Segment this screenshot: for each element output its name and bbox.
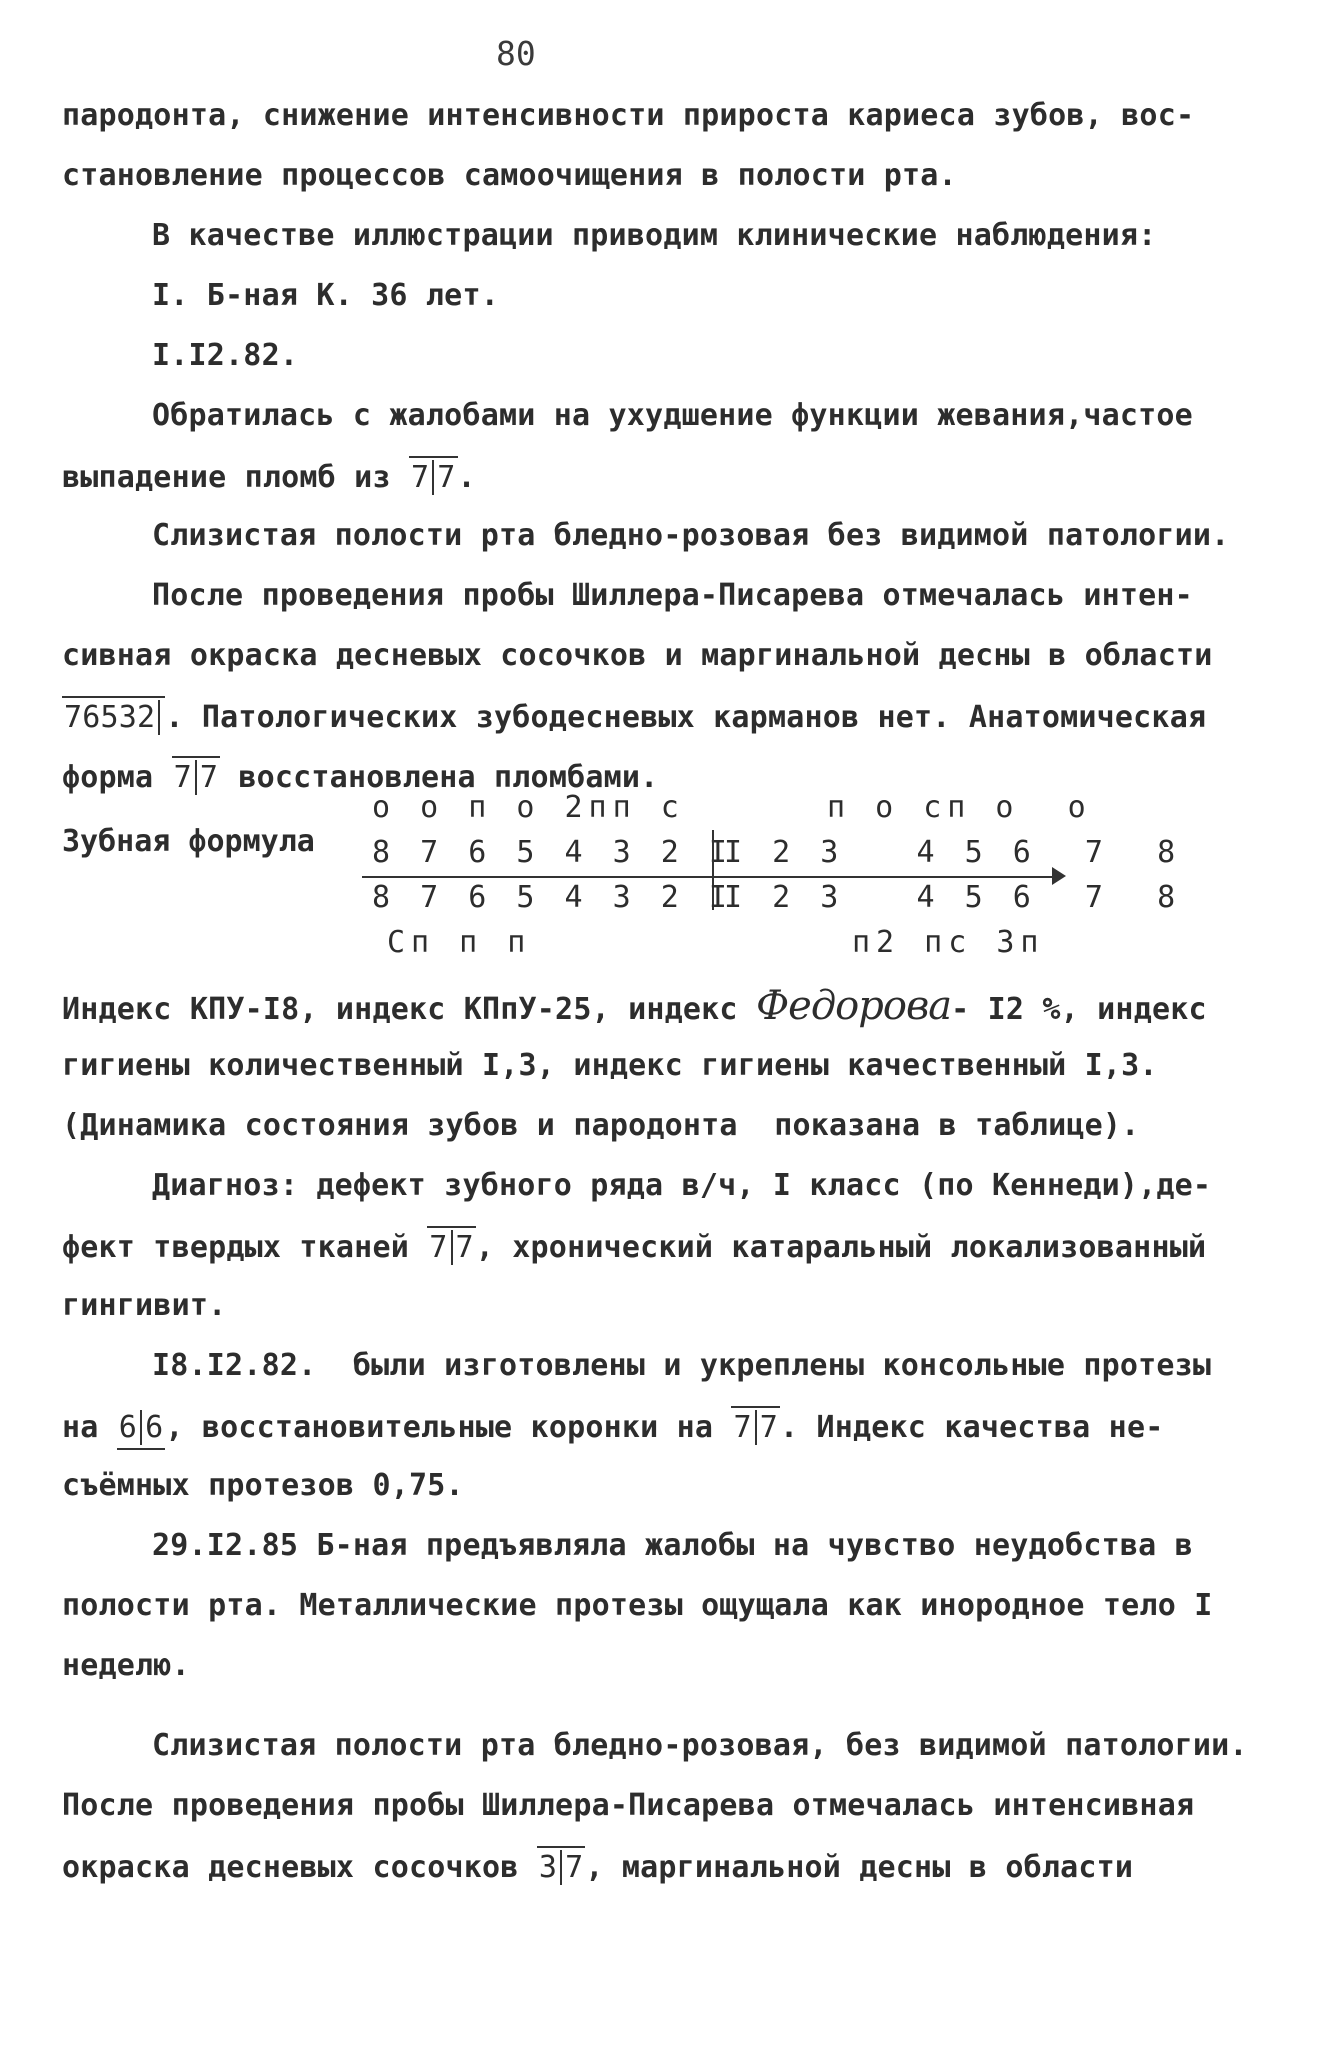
dental-formula xyxy=(62,790,1182,970)
text-line: полости рта. Металлические протезы ощущала как инородное тело I xyxy=(62,1588,1213,1623)
formula-lower-left: 8 7 6 5 4 3 2 I xyxy=(372,880,733,915)
text-span: восстановлена пломбами. xyxy=(220,760,659,795)
text-span: . Индекс качества не- xyxy=(779,1410,1164,1445)
text-line xyxy=(62,1226,1206,1268)
tooth-mark: 7 7 xyxy=(731,1406,780,1448)
text-line xyxy=(62,1846,1133,1888)
text-span: Индекс КПУ-I8, индекс КПпУ-25, индекс xyxy=(62,992,756,1027)
text-span: форма xyxy=(62,760,172,795)
text-line: сивная окраска десневых сосочков и маргинальной десны в области xyxy=(62,638,1213,673)
formula-top-codes-left: о о п о 2пп с xyxy=(372,790,685,825)
handwritten-name: Федорова xyxy=(755,983,952,1029)
text-line: I.I2.82. xyxy=(152,338,299,373)
text-line: гингивит. xyxy=(62,1288,227,1323)
text-span: на xyxy=(62,1410,117,1445)
text-line: неделю. xyxy=(62,1648,190,1683)
text-line: После проведения пробы Шиллера-Писарева отмечалась интен- xyxy=(152,578,1193,613)
text-line: становление процессов самоочищения в полости рта. xyxy=(62,158,957,193)
formula-bottom-codes-left: Сп п п xyxy=(387,925,532,960)
text-span: окраска десневых сосочков xyxy=(62,1850,537,1885)
text-line: Диагноз: дефект зубного ряда в/ч, I класс (по Кеннеди),де- xyxy=(152,1168,1212,1203)
text-line: I. Б-ная К. 36 лет. xyxy=(152,278,499,313)
text-span: , восстановительные коронки на xyxy=(165,1410,732,1445)
tooth-mark: 7 7 xyxy=(172,756,221,798)
text-line: (Динамика состояния зубов и пародонта показана в таблице). xyxy=(62,1108,1140,1143)
text-line xyxy=(62,696,1206,738)
formula-upper-left: 8 7 6 5 4 3 2 I xyxy=(372,835,733,870)
formula-bottom-codes-right: п2 пс 3п xyxy=(852,925,1045,960)
text-line: I8.I2.82. были изготовлены и укреплены консольные протезы xyxy=(152,1348,1212,1383)
tooth-mark: 76532 xyxy=(62,696,165,738)
text-span: . Патологических зубодесневых карманов нет. Анатомическая xyxy=(165,700,1207,735)
text-line: выпадение пломб из 7 7. xyxy=(62,456,476,498)
formula-lower-right: I 2 3 4 5 6 7 8 xyxy=(724,880,1182,915)
text-line xyxy=(62,983,1207,1030)
text-line: После проведения пробы Шиллера-Писарева отмечалась интенсивная xyxy=(62,1788,1195,1823)
text-line xyxy=(62,1406,1163,1450)
tooth-mark: 6 6 xyxy=(117,1408,166,1450)
text-line: Обратилась с жалобами на ухудшение функции жевания,частое xyxy=(152,398,1193,433)
text-line: пародонта, снижение интенсивности прироста кариеса зубов, вос- xyxy=(62,98,1195,133)
page-number: 80 xyxy=(496,34,536,73)
text-span: фект твердых тканей xyxy=(62,1230,428,1265)
formula-top-codes-right: п о сп о о xyxy=(827,790,1092,825)
text-line: 29.I2.85 Б-ная предъявляла жалобы на чувство неудобства в xyxy=(152,1528,1193,1563)
formula-label: Зубная формула xyxy=(62,824,315,859)
tooth-mark: 7 7 xyxy=(409,456,458,498)
text-line: гигиены количественный I,3, индекс гигиены качественный I,3. xyxy=(62,1048,1158,1083)
formula-upper-right: I 2 3 4 5 6 7 8 xyxy=(724,835,1182,870)
text-line: Слизистая полости рта бледно-розовая, без видимой патологии. xyxy=(152,1728,1248,1763)
text-span: - I2 %, индекс xyxy=(951,992,1207,1027)
text-line: В качестве иллюстрации приводим клинические наблюдения: xyxy=(152,218,1157,253)
text-span: , хронический катаральный локализованный xyxy=(475,1230,1207,1265)
text-span: , маргинальной десны в области xyxy=(585,1850,1134,1885)
text-span: выпадение пломб из xyxy=(62,460,409,495)
text-line: съёмных протезов 0,75. xyxy=(62,1468,464,1503)
tooth-mark: 3 7 xyxy=(537,1846,586,1888)
tooth-mark: 7 7 xyxy=(427,1226,476,1268)
text-line: Слизистая полости рта бледно-розовая без видимой патологии. xyxy=(152,518,1230,553)
